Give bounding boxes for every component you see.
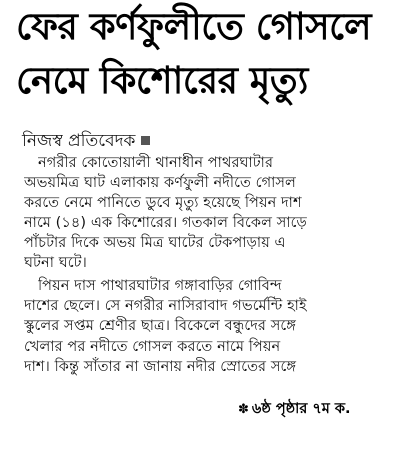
- body-line: দাশ। কিন্তু সাঁতার না জানায় নদীর স্রোতের সঙ্গে: [24, 359, 297, 375]
- body-line: দাশের ছেলে। সে নগরীর নাসিরাবাদ গভর্মেন্টি হাই: [24, 298, 307, 314]
- body-line: নগরীর কোতোয়ালী থানাধীন পাথরঘাটার: [38, 155, 274, 171]
- body-line: পাঁচটার দিকে অভয় মিত্র ঘাটের টেকপাড়ায় এ: [24, 235, 286, 251]
- body-line: অভয়মিত্র ঘাট এলাকায় কর্ণফুলী নদীতে গোসল: [24, 175, 296, 191]
- byline: [22, 130, 150, 152]
- body-line: খেলার পর নদীতে গোসল করতে নামে পিয়ন: [24, 339, 281, 355]
- body-line: নামে (১৪) এক কিশোরের। গতকাল বিকেল সাড়ে: [24, 215, 307, 231]
- body-line: করতে নেমে পানিতে ডুবে মৃত্যু হয়েছে পিয়ন দাশ: [24, 195, 302, 211]
- continuation-note: [238, 399, 351, 420]
- square-icon: [141, 136, 150, 145]
- continuation-text: ৬ষ্ঠ পৃষ্ঠার ৭ম ক.: [251, 401, 351, 417]
- body-line: পিয়ন দাস পাথারঘাটার গঙ্গাবাড়ির গোবিন্দ: [38, 278, 282, 294]
- byline-text: নিজস্ব প্রতিবেদক: [22, 131, 136, 151]
- body-line: স্কুলের সপ্তম শ্রেণীর ছাত্র। বিকেলে বন্ধুদের সঙ্গে: [24, 318, 296, 334]
- flower-bullet-icon: ✽: [238, 402, 249, 417]
- headline-line-1: ফের কর্ণফুলীতে গোসলে: [16, 5, 372, 48]
- body-line: ঘটনা ঘটে।: [24, 255, 87, 271]
- headline-line-2: নেমে কিশোরের মৃত্যু: [16, 59, 308, 102]
